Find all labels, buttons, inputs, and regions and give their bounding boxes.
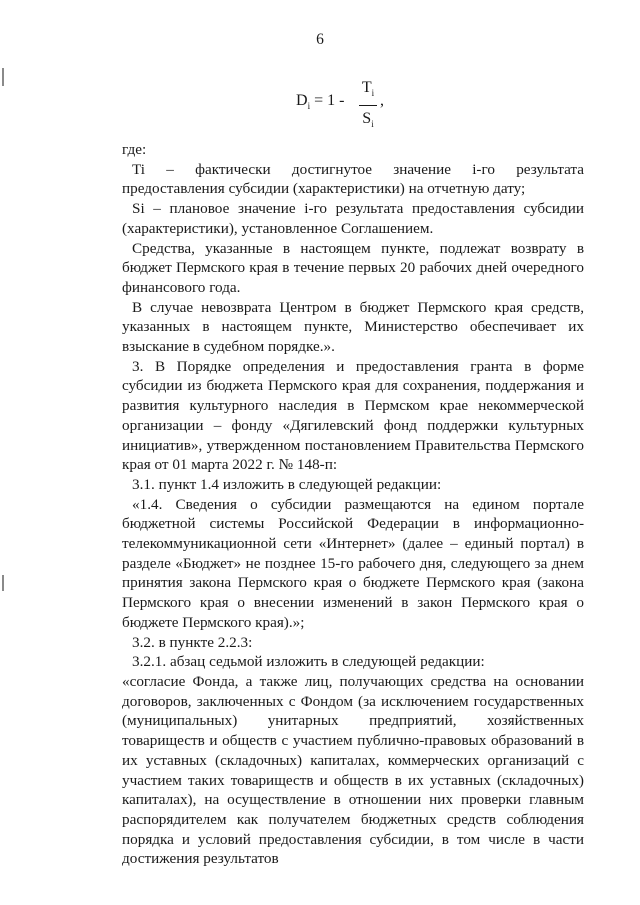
- formula-denominator: $S_i$: [362, 110, 374, 130]
- formula: [296, 78, 436, 128]
- margin-mark: [2, 68, 4, 86]
- document-body: [122, 140, 584, 869]
- paragraph: Si – плановое значение i-го результата предоставления субсидии (характеристики), установленное Соглашением.: [122, 200, 584, 237]
- formula-numerator: $T_i$: [361, 79, 375, 99]
- paragraph: 3.2. в пункте 2.2.3:: [132, 633, 253, 651]
- formula-comma: ,: [380, 92, 384, 109]
- paragraph: В случае невозврата Центром в бюджет Пермского края средств, указанных в настоящем пункте, Министерство обеспечивает их взыскание в судебном порядке.».: [122, 298, 584, 356]
- paragraph: Средства, указанные в настоящем пункте, подлежат возврату в бюджет Пермского края в течение первых 20 рабочих дней очередного финансового года.: [122, 239, 584, 296]
- margin-mark: [2, 575, 4, 591]
- formula-fraction: [359, 78, 377, 134]
- paragraph: где:: [122, 141, 147, 158]
- paragraph: 3. В Порядке определения и предоставления гранта в форме субсидии из бюджета Пермского края для сохранения, поддержания и развития культурного наследия в Пермском крае некоммерческой организации – фонду «Дягилевский фонд поддержки культурных инициатив», утвержденном постановлением Правительства Пермского края от 01 марта 2022 г. № 148-п:: [122, 357, 584, 474]
- fraction-bar: [359, 105, 377, 106]
- paragraph: «согласие Фонда, а также лиц, получающих средства на основании договоров, заключенных с Фондом (за исключением государственных (муниципальных) унитарных предприятий, хозяйственных товариществ и обществ с участием публично-правовых образований в их уставных (складочных) капиталах, коммерческих организаций с участием таких товариществ и обществ в их уставных (складочных) капиталах), на осуществление в отношении них проверки главным распорядителем как получателем бюджетных средств соблюдения порядка и условий предоставления субсидии, в том числе в части достижения результатов: [122, 672, 584, 868]
- paragraph: Ti – фактически достигнутое значение i-го результата предоставления субсидии (характеристики) на отчетную дату;: [122, 160, 584, 198]
- formula-lhs: $D_i = 1$ -: [296, 92, 349, 112]
- page-number: 6: [316, 31, 324, 48]
- paragraph: 3.1. пункт 1.4 изложить в следующей редакции:: [132, 475, 442, 493]
- paragraph: 3.2.1. абзац седьмой изложить в следующей редакции:: [132, 653, 485, 671]
- paragraph: «1.4. Сведения о субсидии размещаются на едином портале бюджетной системы Российской Федерации в информационно-телекоммуникационной сети «Интернет» (далее – единый портал) в разделе «Бюджет» не позднее 15-го рабочего дня, следующего за днем принятия закона Пермского края о бюджете Пермского края (закона Пермского края о внесении изменений в закон Пермского края о бюджете Пермского края).»;: [122, 495, 584, 631]
